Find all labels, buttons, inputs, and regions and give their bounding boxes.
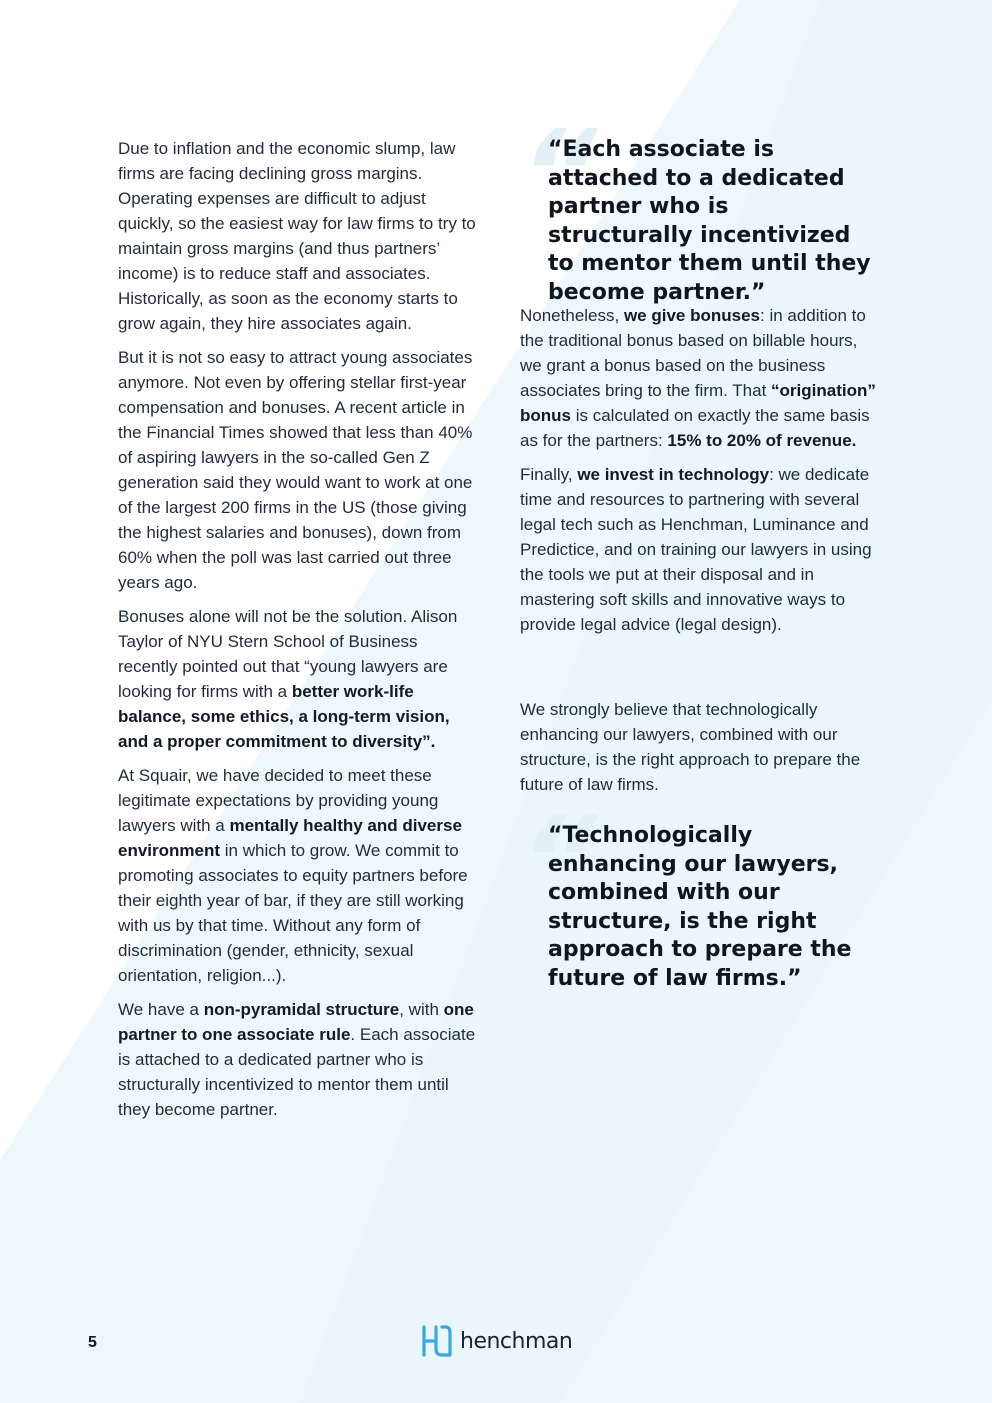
paragraph <box>118 136 480 336</box>
bold-text: we give bonuses <box>623 306 760 325</box>
paragraph <box>118 997 480 1122</box>
bold-text: we invest in technology <box>577 465 770 484</box>
henchman-logo-text: henchman <box>460 1328 573 1354</box>
text-run: Finally, <box>520 465 578 484</box>
paragraph <box>520 462 882 637</box>
text-run: Due to inflation and the economic slump, law firms are facing declining gross margins. Operating expenses are difficult to adjust quickly, so the easiest way for law firms to try to maintain gross margins (and thus partners’ income) is to reduce staff and associates. Historically, as soon as the economy starts to grow again, they hire associates again. <box>118 139 476 333</box>
text-run: : in addition to the traditional bonus based on billable hours, we grant a bonus based on the business associates bring to the firm. That <box>520 306 866 400</box>
pull-quote-1 <box>520 106 880 307</box>
bold-text: one partner to one associate rule <box>118 1000 474 1044</box>
pull-quote-1-text: “Each associate is attached to a dedicated partner who is structurally incentivized to mentor them until they become partner.” <box>548 137 871 305</box>
bold-text: non-pyramidal structure <box>203 1000 400 1019</box>
text-run: Nonetheless, <box>520 306 624 325</box>
right-column-bottom <box>520 697 882 806</box>
quote-mark-icon: “ <box>520 792 598 931</box>
henchman-logo-icon <box>420 1324 454 1358</box>
paragraph <box>118 345 480 595</box>
pull-quote-2-text: “Technologically enhancing our lawyers, combined with our structure, is the right approach to prepare the future of law firms.” <box>548 823 852 991</box>
paragraph <box>118 604 480 754</box>
text-run: We strongly believe that technologically enhancing our lawyers, combined with our structure, is the right approach to prepare the future of law firms. <box>520 700 861 794</box>
page-number: 5 <box>88 1334 97 1351</box>
paragraph <box>520 303 882 453</box>
paragraph <box>118 763 480 988</box>
henchman-logo <box>420 1324 572 1358</box>
bold-text: “origination” bonus <box>520 381 876 425</box>
text-run: We have a <box>118 1000 204 1019</box>
right-column-top <box>520 303 882 646</box>
quote-mark-icon: “ <box>520 106 598 245</box>
bold-text: better work-life balance, some ethics, a long-term vision, and a proper commitment to diversity”. <box>118 682 450 751</box>
paragraph <box>520 697 882 797</box>
text-run: At Squair, we have decided to meet these legitimate expectations by providing young lawyers with a <box>118 766 439 835</box>
bold-text: mentally healthy and diverse environment <box>118 816 462 860</box>
text-run: Bonuses alone will not be the solution. Alison Taylor of NYU Stern School of Business recently pointed out that “young lawyers are looking for firms with a <box>118 607 458 701</box>
text-run: . Each associate is attached to a dedicated partner who is structurally incentivized to mentor them until they become partner. <box>118 1025 476 1119</box>
left-column <box>118 136 480 1131</box>
text-run: in which to grow. We commit to promoting associates to equity partners before their eighth year of bar, if they are still working with us by that time. Without any form of discrimination (gender, ethnicity, sexual orientation, religion...). <box>118 841 468 985</box>
text-run: is calculated on exactly the same basis as for the partners: <box>520 406 870 450</box>
text-run: : we dedicate time and resources to partnering with several legal tech such as Henchman, Luminance and Predictice, and on training our lawyers in using the tools we put at their disposal and in mastering soft skills and innovative ways to provide legal advice (legal design). <box>520 465 872 634</box>
text-run: , with <box>399 1000 444 1019</box>
bold-text: 15% to 20% of revenue. <box>667 431 857 450</box>
text-run: But it is not so easy to attract young associates anymore. Not even by offering stellar first-year compensation and bonuses. A recent article in the Financial Times showed that less than 40% of aspiring lawyers in the so-called Gen Z generation said they would want to work at one of the largest 200 firms in the US (those giving the highest salaries and bonuses), down from 60% when the poll was last carried out three years ago. <box>118 348 473 592</box>
pull-quote-2 <box>520 792 880 993</box>
